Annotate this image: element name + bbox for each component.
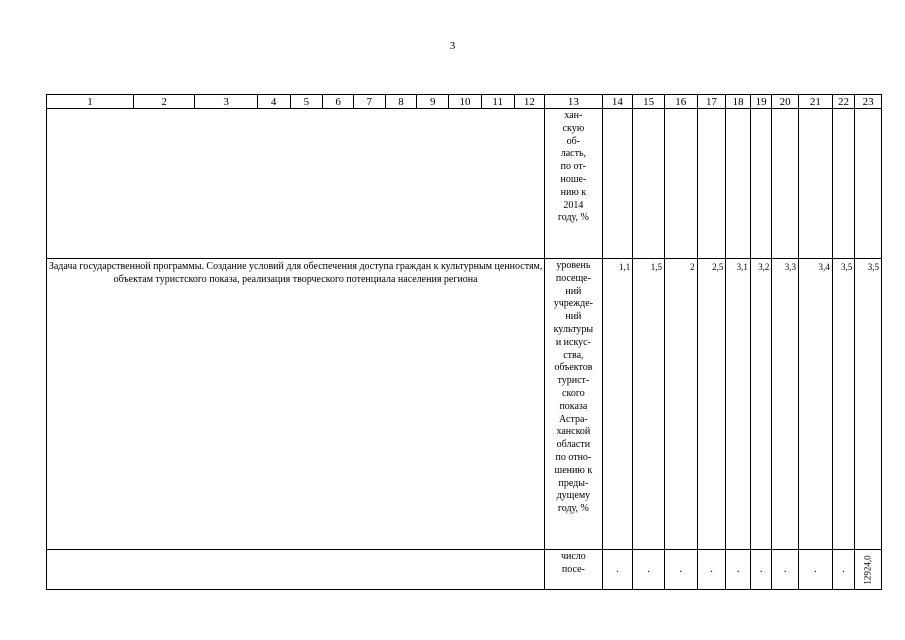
column-number: 20 (772, 95, 799, 109)
indicator-cell: число посе- (545, 550, 602, 590)
value-cell: 1,1 (602, 259, 633, 550)
column-number: 2 (133, 95, 194, 109)
value-cell: 3,2 (750, 259, 771, 550)
value-cell: 3,3 (772, 259, 799, 550)
column-number: 5 (290, 95, 323, 109)
empty-task-cell (47, 109, 545, 259)
column-number: 16 (664, 95, 697, 109)
column-number: 1 (47, 95, 134, 109)
column-number: 15 (633, 95, 665, 109)
table-row (47, 550, 882, 590)
value-cell: 2 (664, 259, 697, 550)
value-cell: . (832, 550, 855, 590)
column-number: 21 (798, 95, 832, 109)
value-cell: . (602, 550, 633, 590)
column-number: 14 (602, 95, 633, 109)
table-row (47, 259, 882, 550)
column-number: 18 (726, 95, 751, 109)
column-number: 8 (385, 95, 417, 109)
column-number: 13 (545, 95, 602, 109)
value-cell: . (726, 550, 751, 590)
value-cell: 3,1 (726, 259, 751, 550)
page-number: 3 (449, 40, 456, 52)
empty-task-cell (47, 550, 545, 590)
indicator-cell: уровень посеще- ний учрежде- ний культуры и искус- ства, объектов турист- ского показа Астра- ханской области по отно- шению к преды- дущему году, % (545, 259, 602, 550)
value-cell: . (772, 550, 799, 590)
value-cell: 1,5 (633, 259, 665, 550)
value-cell: 3,4 (798, 259, 832, 550)
column-number: 10 (449, 95, 482, 109)
value-cell: 3,5 (855, 259, 882, 550)
value-cell: . (697, 550, 726, 590)
value-cell: . (750, 550, 771, 590)
column-number: 7 (353, 95, 385, 109)
indicators-table (46, 94, 882, 590)
value-cell: . (633, 550, 665, 590)
indicator-cell: хан- скую об- ласть, по от- ноше- нию к 2014 году, % (545, 109, 602, 259)
value-cell (855, 550, 882, 590)
table-row (47, 109, 882, 259)
column-number: 11 (481, 95, 514, 109)
value-cell: 3,5 (832, 259, 855, 550)
column-number: 19 (750, 95, 771, 109)
value-cell: 2,5 (697, 259, 726, 550)
column-number-row (47, 95, 882, 109)
rotated-value: 12924,0 (862, 554, 873, 585)
column-number: 12 (514, 95, 545, 109)
column-number: 23 (855, 95, 882, 109)
column-number: 3 (195, 95, 257, 109)
column-number: 22 (832, 95, 855, 109)
value-cell: . (664, 550, 697, 590)
column-number: 6 (323, 95, 354, 109)
column-number: 9 (417, 95, 449, 109)
column-number: 4 (257, 95, 290, 109)
column-number: 17 (697, 95, 726, 109)
value-cell: . (798, 550, 832, 590)
program-task-text: Задача государственной программы. Создание условий для обеспечения доступа граждан к культурным ценностям, объектам туристского показа, реализация творческого потенциала населения региона (47, 259, 545, 550)
